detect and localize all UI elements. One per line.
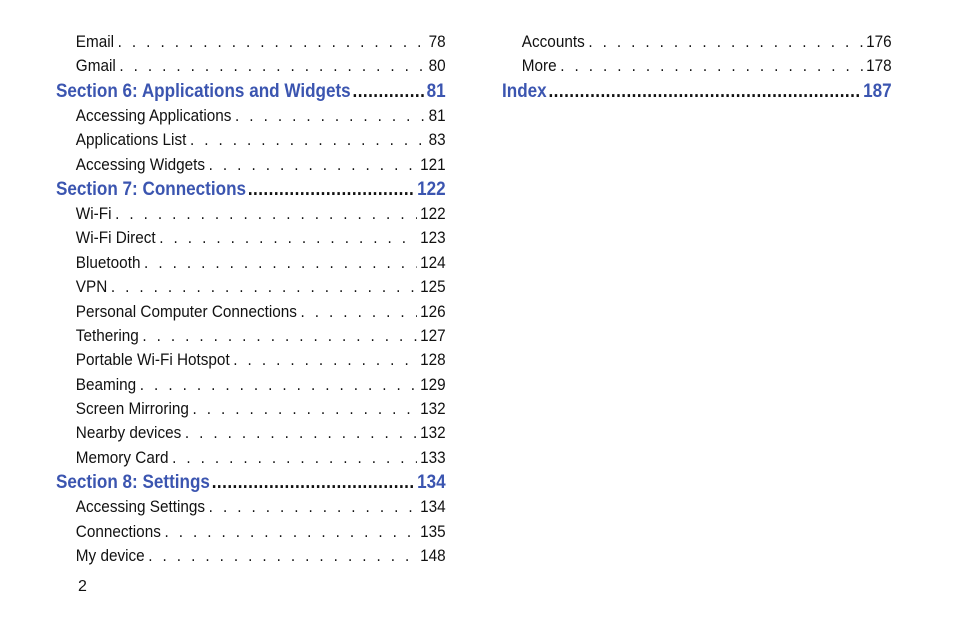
toc-section-index[interactable] xyxy=(502,81,892,106)
leader-dots xyxy=(209,155,417,175)
toc-entry-page: 178 xyxy=(866,56,892,76)
toc-entry-vpn[interactable] xyxy=(56,277,446,301)
toc-section-label: Section 8: Settings xyxy=(56,472,210,494)
toc-entry-applications-list[interactable] xyxy=(56,130,446,154)
toc-left-column xyxy=(56,32,446,570)
leader-dots xyxy=(142,326,416,346)
toc-entry-page: 134 xyxy=(420,497,446,517)
toc-entry-page: 129 xyxy=(420,374,446,394)
leader-dots xyxy=(560,56,862,76)
toc-entry-page: 133 xyxy=(420,447,446,467)
toc-entry-label: My device xyxy=(75,546,145,566)
toc-entry-label: Memory Card xyxy=(75,447,169,467)
toc-entry-page: 125 xyxy=(420,277,446,297)
toc-entry-gmail[interactable] xyxy=(56,56,446,80)
toc-section-page: 187 xyxy=(863,80,892,102)
toc-entry-nearby-devices[interactable] xyxy=(56,423,446,447)
toc-entry-label: Personal Computer Connections xyxy=(75,301,297,321)
toc-entry-label: Tethering xyxy=(75,325,139,345)
toc-entry-label: Accessing Widgets xyxy=(75,154,206,174)
toc-entry-label: VPN xyxy=(75,277,108,297)
toc-entry-page: 124 xyxy=(420,252,446,272)
toc-entry-label: Beaming xyxy=(75,374,137,394)
toc-entry-my-device[interactable] xyxy=(56,546,446,570)
leader-dots xyxy=(185,423,417,443)
leader-dots xyxy=(119,56,425,76)
leader-dots xyxy=(192,399,416,419)
toc-entry-label: Screen Mirroring xyxy=(75,399,189,419)
toc-section-7[interactable] xyxy=(56,179,446,204)
toc-entry-email[interactable] xyxy=(56,32,446,56)
leader-dots xyxy=(212,472,416,494)
page-number: 2 xyxy=(78,578,87,595)
toc-entry-page: 78 xyxy=(428,32,446,51)
leader-dots xyxy=(159,228,416,248)
leader-dots xyxy=(172,448,416,468)
leader-dots xyxy=(111,277,417,297)
leader-dots xyxy=(233,350,416,370)
toc-entry-page: 123 xyxy=(420,228,446,248)
toc-entry-label: Bluetooth xyxy=(75,252,141,272)
toc-entry-page: 128 xyxy=(420,350,446,370)
leader-dots xyxy=(118,32,425,52)
toc-entry-connections[interactable] xyxy=(56,522,446,546)
toc-entry-label: Portable Wi-Fi Hotspot xyxy=(75,350,230,370)
toc-entry-page: 83 xyxy=(428,130,446,150)
toc-entry-label: Connections xyxy=(75,521,161,541)
toc-entry-page: 122 xyxy=(420,203,446,223)
toc-entry-label: Accounts xyxy=(521,32,585,51)
toc-entry-accounts[interactable] xyxy=(502,32,892,56)
toc-entry-wifi-direct[interactable] xyxy=(56,228,446,252)
toc-entry-page: 148 xyxy=(420,546,446,566)
leader-dots xyxy=(352,81,424,103)
toc-entry-bluetooth[interactable] xyxy=(56,253,446,277)
leader-dots xyxy=(548,81,861,103)
leader-dots xyxy=(301,302,417,322)
leader-dots xyxy=(235,106,425,126)
toc-entry-label: Applications List xyxy=(75,130,187,150)
toc-entry-page: 80 xyxy=(428,56,446,76)
toc-entry-page: 81 xyxy=(428,105,446,125)
toc-entry-page: 132 xyxy=(420,399,446,419)
toc-entry-page: 121 xyxy=(420,154,446,174)
toc-entry-accessing-settings[interactable] xyxy=(56,497,446,521)
toc-section-page: 81 xyxy=(426,80,446,102)
toc-section-8[interactable] xyxy=(56,472,446,497)
toc-entry-more[interactable] xyxy=(502,56,892,80)
toc-entry-page: 127 xyxy=(420,325,446,345)
toc-entry-page: 176 xyxy=(866,32,892,51)
toc-entry-wifi[interactable] xyxy=(56,204,446,228)
leader-dots xyxy=(164,522,416,542)
leader-dots xyxy=(248,179,415,201)
leader-dots xyxy=(144,253,416,273)
toc-entry-accessing-applications[interactable] xyxy=(56,106,446,130)
leader-dots xyxy=(148,546,416,566)
toc-right-column xyxy=(502,32,892,106)
toc-section-6[interactable] xyxy=(56,81,446,106)
toc-entry-label: Accessing Settings xyxy=(75,497,206,517)
toc-entry-label: Gmail xyxy=(75,56,116,76)
leader-dots xyxy=(140,375,417,395)
toc-entry-label: Email xyxy=(75,32,115,51)
toc-section-label: Section 7: Connections xyxy=(56,178,247,200)
leader-dots xyxy=(588,32,862,52)
toc-entry-label: Wi-Fi Direct xyxy=(75,228,156,248)
toc-entry-memory-card[interactable] xyxy=(56,448,446,472)
toc-entry-tethering[interactable] xyxy=(56,326,446,350)
toc-section-page: 122 xyxy=(417,178,446,200)
toc-entry-screen-mirroring[interactable] xyxy=(56,399,446,423)
toc-entry-beaming[interactable] xyxy=(56,375,446,399)
toc-section-page: 134 xyxy=(417,472,446,494)
toc-entry-label: Wi-Fi xyxy=(75,203,112,223)
toc-section-label: Section 6: Applications and Widgets xyxy=(56,80,351,102)
toc-entry-portable-wifi-hotspot[interactable] xyxy=(56,350,446,374)
leader-dots xyxy=(190,130,425,150)
toc-entry-page: 126 xyxy=(420,301,446,321)
toc-entry-label: Nearby devices xyxy=(75,423,182,443)
leader-dots xyxy=(209,497,417,517)
toc-entry-page: 135 xyxy=(420,521,446,541)
toc-section-label: Index xyxy=(502,80,547,102)
toc-entry-accessing-widgets[interactable] xyxy=(56,155,446,179)
toc-entry-page: 132 xyxy=(420,423,446,443)
leader-dots xyxy=(115,204,416,224)
toc-entry-label: More xyxy=(521,56,557,76)
toc-entry-label: Accessing Applications xyxy=(75,105,232,125)
toc-entry-personal-computer-connections[interactable] xyxy=(56,302,446,326)
